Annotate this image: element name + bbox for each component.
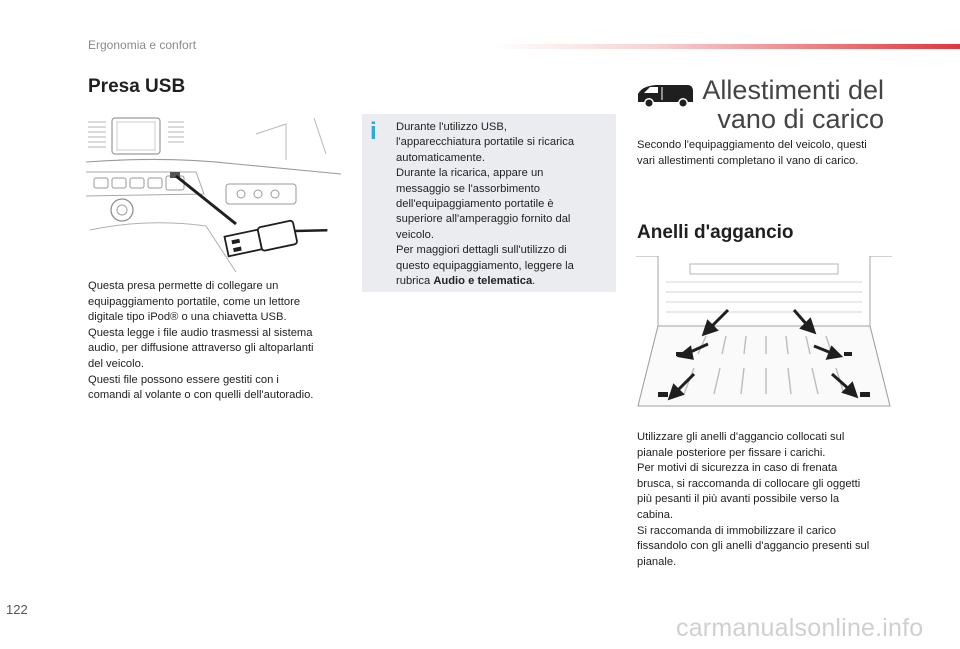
cargo-floor-illustration (636, 256, 892, 422)
usb-dashboard-illustration (86, 114, 341, 272)
cargo-title-line2: vano di carico (717, 104, 884, 134)
info-icon: i (370, 118, 377, 145)
cargo-floor-drawing (636, 256, 892, 422)
watermark: carmanualsonline.info (676, 614, 924, 642)
usb-description: Questa presa permette di collegare un equipaggiamento portatile, come un lettore digitale tipo iPod® o una chiavetta USB. Questa legge i file audio trasmessi al sistema audio, per diffusione attraverso gli altoparlanti del veicolo. Questi file possono essere gestiti con i comandi al volante o con quelli dell'autoradio. (88, 280, 314, 402)
info-text (396, 120, 611, 289)
cargo-title-line1: Allestimenti del (702, 75, 884, 105)
cargo-title (0, 76, 884, 134)
dashboard-drawing (86, 114, 341, 272)
anchors-section-title: Anelli d'aggancio (637, 222, 794, 243)
info-text-end: . (532, 275, 536, 288)
info-box (362, 114, 616, 292)
anchors-description: Utilizzare gli anelli d'aggancio collocati sul pianale posteriore per fissare i carichi. Per motivi di sicurezza in caso di frenata brusca, si raccomanda di collocare gli oggetti più pesanti il più avanti possibile verso la cabina. Si raccomanda di immobilizzare il carico fissandolo con gli anelli d'aggancio presenti sul pianale. (637, 431, 870, 568)
page-number: 122 (6, 602, 28, 617)
running-header: Ergonomia e confort (88, 38, 197, 52)
info-text-main: Durante l'utilizzo USB, l'apparecchiatura portatile si ricarica automaticamente. Durante la ricarica, appare un messaggio se l'assorbimento dell'equipaggiamento portatile è superiore all'amperaggio fornito dal veicolo. Per maggiori dettagli sull'utilizzo di questo equipaggiamento, leggere la rubrica (396, 121, 575, 288)
header-accent-line (490, 44, 960, 49)
cargo-intro: Secondo l'equipaggiamento del veicolo, questi vari allestimenti completano il vano di carico. (637, 139, 867, 167)
info-text-link: Audio e telematica (433, 275, 533, 288)
usb-section-title: Presa USB (88, 76, 186, 97)
